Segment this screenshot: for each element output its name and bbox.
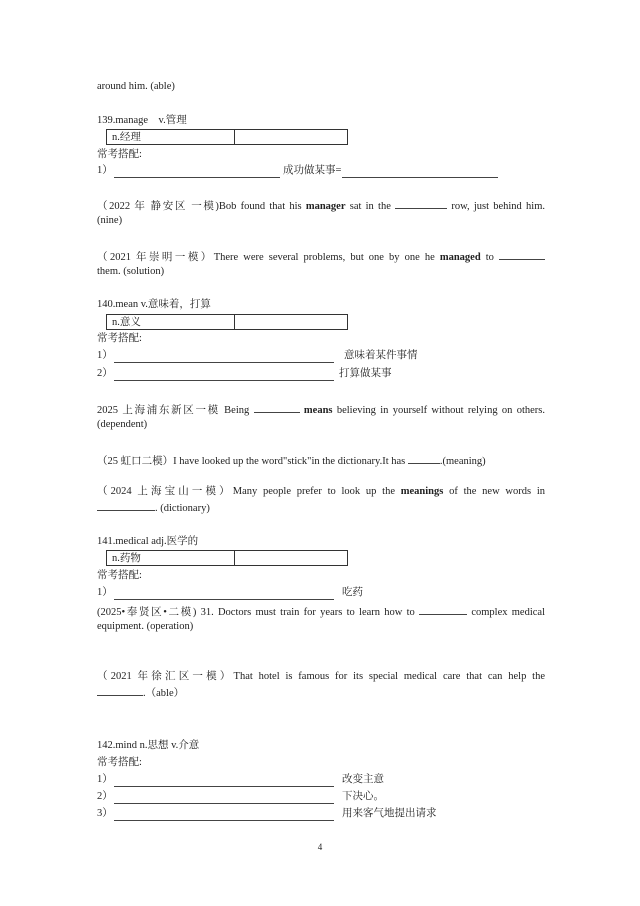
collocation-142-2: 2）: [97, 791, 113, 802]
word-form-table-141: [106, 550, 348, 566]
table-cell: n.意义: [107, 315, 235, 329]
table-cell-blank: [235, 130, 347, 144]
collocation-142-3: 3）: [97, 808, 113, 819]
exercise-140-2: （25 虹口二模）I have looked up the word"stick"in the dictionary.It has .(meaning): [97, 452, 486, 469]
collocation-142-3-meaning: 用来客气地提出请求: [342, 808, 437, 819]
fill-blank-line: [114, 803, 334, 804]
collocation-141-1-meaning: 吃药: [342, 587, 363, 598]
table-cell: n.经理: [107, 130, 235, 144]
collocation-140-1-meaning: 意味着某件事情: [344, 350, 418, 361]
collocation-139-1: 1）: [97, 165, 113, 176]
common-collocations-label: 常考搭配:: [97, 333, 142, 344]
page-number: 4: [317, 842, 323, 852]
heading-139: 139.manage v.管理: [97, 115, 187, 126]
collocation-140-2: 2）: [97, 368, 113, 379]
heading-142: 142.mind n.思想 v.介意: [97, 740, 200, 751]
fill-blank-line: [114, 820, 334, 821]
table-cell-blank: [235, 551, 347, 565]
exercise-139-2: （2021 年崇明一模）There were several problems, but one by one he managed to them. (solution): [97, 248, 545, 278]
exercise-141-2: （2021 年徐汇区一模）That hotel is famous for its special medical care that can help the .（able）: [97, 671, 545, 699]
exercise-141-1: (2025•奉贤区•二模) 31. Doctors must train for years to learn how to complex medical equipment. (operation): [97, 603, 545, 633]
collocation-142-1-meaning: 改变主意: [342, 774, 384, 785]
exercise-140-3: （2024 上海宝山一模）Many people prefer to look up the meanings of the new words in . (dictionary): [97, 486, 545, 514]
collocation-142-2-meaning: 下决心。: [342, 791, 384, 802]
fill-blank-line: [114, 380, 334, 381]
common-collocations-label: 常考搭配:: [97, 757, 142, 768]
table-cell-blank: [235, 315, 347, 329]
collocation-142-1: 1）: [97, 774, 113, 785]
word-form-table-139: [106, 129, 348, 145]
collocation-141-1: 1）: [97, 587, 113, 598]
heading-140: 140.mean v.意味着，打算: [97, 299, 211, 310]
intro-line: around him. (able): [97, 81, 175, 92]
heading-141: 141.medical adj.医学的: [97, 536, 199, 547]
common-collocations-label: 常考搭配:: [97, 570, 142, 581]
word-form-table-140: [106, 314, 348, 330]
fill-blank-line: [342, 177, 498, 178]
fill-blank-line: [114, 599, 334, 600]
exercise-139-1: （2022 年 静安区 一模)Bob found that his manager sat in the row, just behind him. (nine): [97, 197, 545, 227]
collocation-139-1-mid: 成功做某事=: [283, 165, 342, 176]
fill-blank-line: [114, 362, 334, 363]
table-cell: n.药物: [107, 551, 235, 565]
collocation-140-1: 1）: [97, 350, 113, 361]
exercise-140-1: 2025 上海浦东新区一模 Being means believing in yourself without relying on others. (dependent): [97, 401, 545, 431]
common-collocations-label: 常考搭配:: [97, 149, 142, 160]
collocation-140-2-meaning: 打算做某事: [339, 368, 392, 379]
fill-blank-line: [114, 177, 280, 178]
fill-blank-line: [114, 786, 334, 787]
